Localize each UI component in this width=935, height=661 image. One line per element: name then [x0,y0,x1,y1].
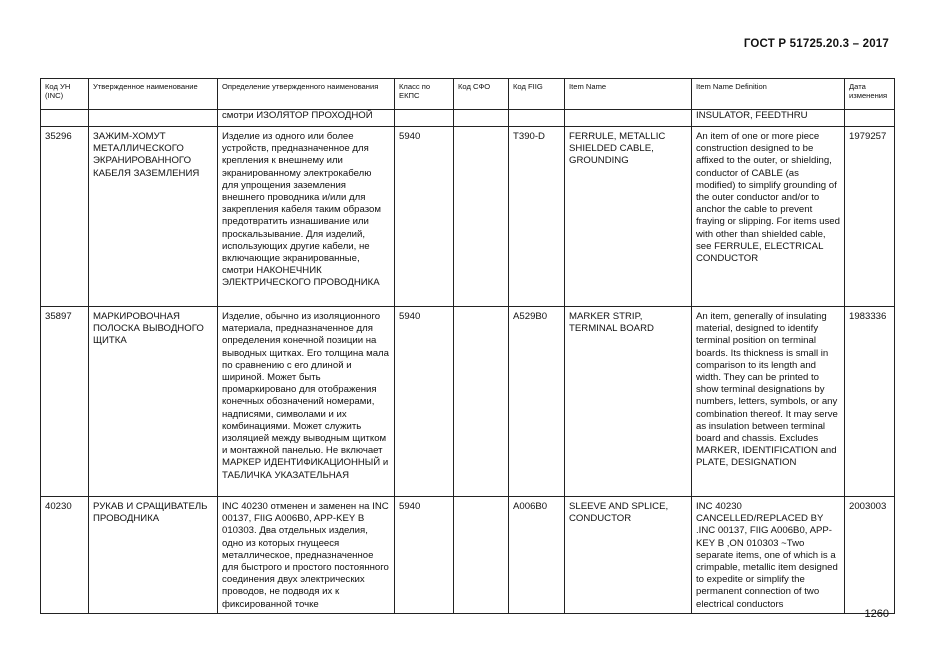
table-row [41,307,895,497]
table-header-row [41,79,895,110]
cell-inc: 35897 [41,307,89,497]
cell-name: РУКАВ И СРАЩИВАТЕЛЬ ПРОВОДНИКА [89,497,218,614]
cell-class: 5940 [395,497,454,614]
cell-date: 2003003 [845,497,895,614]
cell-item-definition: An item of one or more piece construction designed to be affixed to the outer, or shielding, conductor of CABLE (as modified) to simplify grounding of the outer conductor and/or to anchor the cable to prevent fraying or slipping. For items used with other than shielded cable, see FERRULE, ELECTRICAL CONDUCTOR [692,127,845,307]
cell-date: 1979257 [845,127,895,307]
page-number: 1260 [864,608,889,620]
col-header-inc: Код УН (INC) [41,79,89,110]
cell-fiig: A529B0 [509,307,565,497]
document-header: ГОСТ Р 51725.20.3 – 2017 [743,38,889,50]
continuation-item-definition: INSULATOR, FEEDTHRU [692,110,845,127]
col-header-item-definition: Item Name Definition [692,79,845,110]
cell-item-name: SLEEVE AND SPLICE, CONDUCTOR [565,497,692,614]
table-row [41,127,895,307]
cell-sfo [454,307,509,497]
cell-item-name: MARKER STRIP, TERMINAL BOARD [565,307,692,497]
col-header-sfo: Код СФО [454,79,509,110]
col-header-definition: Определение утвержденного наименования [218,79,395,110]
catalog-table [40,78,895,614]
cell-item-definition: An item, generally of insulating material, designed to identify terminal position on terminal boards. Its thickness is small in comparison to its length and width. They can be printed to show terminal designations by numbers, letters, symbols, or any combination thereof. It may serve as insulation between terminal board and chassis. Excludes MARKER, IDENTIFICATION and PLATE, DESIGNATION [692,307,845,497]
cell-inc: 40230 [41,497,89,614]
cell-name: ЗАЖИМ-ХОМУТ МЕТАЛЛИЧЕСКОГО ЭКРАНИРОВАННОГО КАБЕЛЯ ЗАЗЕМЛЕНИЯ [89,127,218,307]
col-header-date: Дата изменения [845,79,895,110]
col-header-class: Класс по ЕКПС [395,79,454,110]
cell-fiig: T390-D [509,127,565,307]
col-header-name: Утвержденное наименование [89,79,218,110]
cell-definition: Изделие, обычно из изоляционного материала, предназначенное для определения конечной позиции на выводных щитках. Его толщина мала по сравнению с его длиной и шириной. Может быть промаркировано для отображения конечных обозначений номерами, надписями, символами и их комбинациями. Может служить изоляцией между выводным щитком и монтажной панелью. Не включает МАРКЕР ИДЕНТИФИКАЦИОННЫЙ и ТАБЛИЧКА УКАЗАТЕЛЬНАЯ [218,307,395,497]
cell-date: 1983336 [845,307,895,497]
cell-class: 5940 [395,127,454,307]
col-header-item-name: Item Name [565,79,692,110]
cell-definition: INC 40230 отменен и заменен на INC 00137, FIIG A006B0, APP-KEY B 010303. Два отдельных изделия, одно из которых гнущееся металлическое, предназначенное для быстрого и простого постоянного соединения двух электрических проводов, не подводя их к фиксированной точке [218,497,395,614]
cell-inc: 35296 [41,127,89,307]
cell-fiig: A006B0 [509,497,565,614]
continuation-definition: смотри ИЗОЛЯТОР ПРОХОДНОЙ [218,110,395,127]
col-header-fiig: Код FIIG [509,79,565,110]
continuation-row [41,110,895,127]
cell-item-name: FERRULE, METALLIC SHIELDED CABLE, GROUNDING [565,127,692,307]
cell-name: МАРКИРОВОЧНАЯ ПОЛОСКА ВЫВОДНОГО ЩИТКА [89,307,218,497]
cell-definition: Изделие из одного или более устройств, предназначенное для крепления к внешнему или экранированному электрокабелю для упрощения заземления внешнего проводника и/или для закрепления кабеля таким образом предотвратить изнашивание или проскальзывание. Для изделий, использующих другие кабели, не включающие экранированные, смотри НАКОНЕЧНИК ЭЛЕКТРИЧЕСКОГО ПРОВОДНИКА [218,127,395,307]
cell-sfo [454,127,509,307]
cell-item-definition: INC 40230 CANCELLED/REPLACED BY .INC 00137, FIIG A006B0, APP-KEY B ,ON 010303 ~Two separate items, one of which is a crimpable, metallic item designed to expedite or simplify the permanent connection of two electrical conductors [692,497,845,614]
cell-class: 5940 [395,307,454,497]
table-row [41,497,895,614]
cell-sfo [454,497,509,614]
